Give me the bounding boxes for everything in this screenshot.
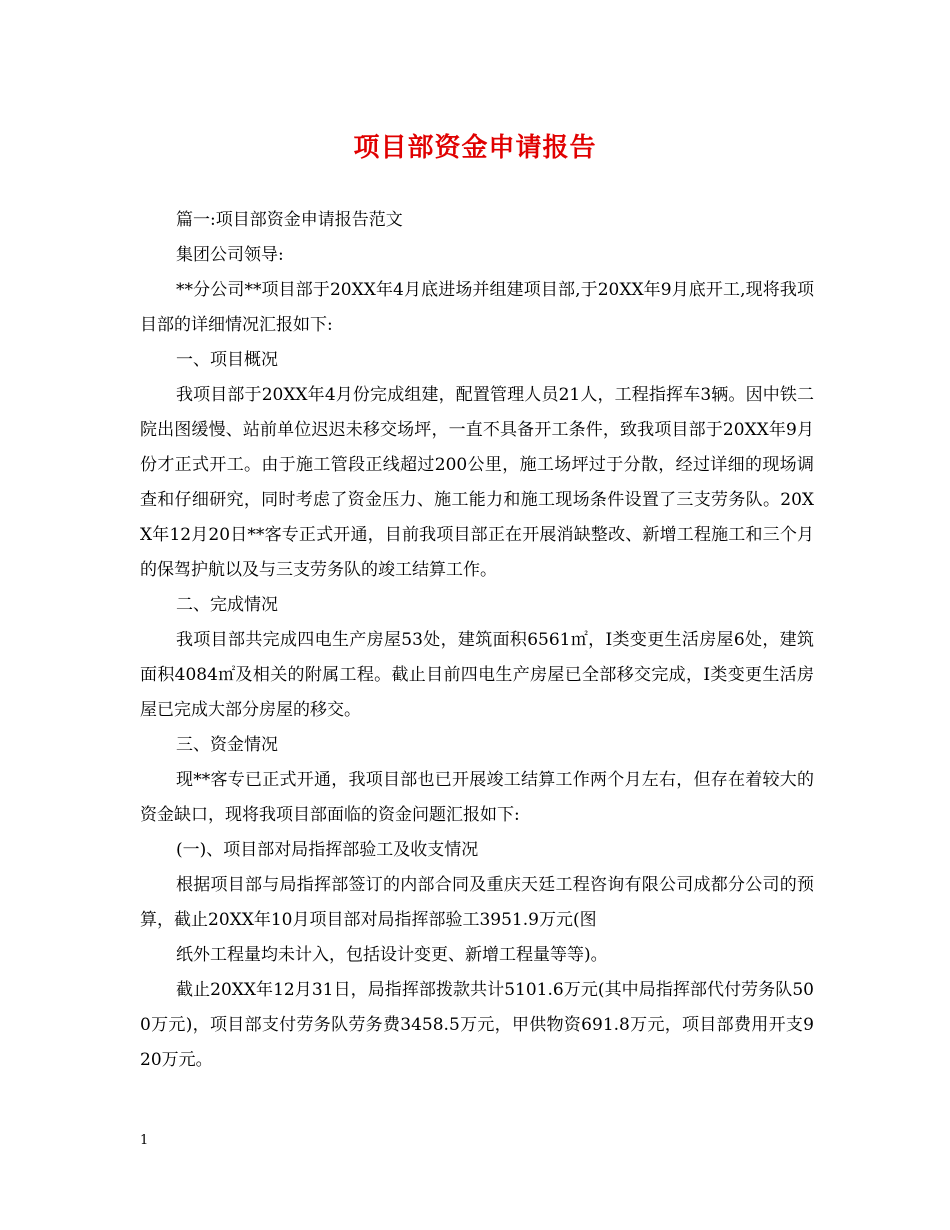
page-number: 1 [140,1133,149,1148]
section-heading: 三、资金情况 [176,735,278,755]
paragraph: 我项目部共完成四电生产房屋53处，建筑面积6561㎡，Ⅰ类变更生活房屋6处，建筑面积4084㎡及相关的附属工程。截止目前四电生产房屋已全部移交完成，Ⅰ类变更生活房屋已完成大部分房屋的移交。 [140,630,814,720]
paragraph: 我项目部于20XX年4月份完成组建，配置管理人员21人，工程指挥车3辆。因中铁二院出图缓慢、站前单位迟迟未移交场坪，一直不具备开工条件，致我项目部于20XX年9月份才正式开工。由于施工管段正线超过200公里，施工场坪过于分散，经过详细的现场调查和仔细研究，同时考虑了资金压力、施工能力和施工现场条件设置了三支劳务队。20XX年12月20日**客专正式开通，目前我项目部正在开展消缺整改、新增工程施工和三个月的保驾护航以及与三支劳务队的竣工结算工作。 [140,385,814,580]
paragraph: 根据项目部与局指挥部签订的内部合同及重庆天廷工程咨询有限公司成都分公司的预算，截止20XX年10月项目部对局指挥部验工3951.9万元(图 [140,875,814,930]
paragraph: 篇一:项目部资金申请报告范文 [176,210,403,230]
paragraph: 截止20XX年12月31日，局指挥部拨款共计5101.6万元(其中局指挥部代付劳务队500万元)，项目部支付劳务队劳务费3458.5万元，甲供物资691.8万元，项目部费用开支920万元。 [140,980,814,1070]
section-heading: 二、完成情况 [176,595,278,615]
section-heading: 一、项目概况 [176,350,278,370]
paragraph: **分公司**项目部于20XX年4月底进场并组建项目部,于20XX年9月底开工,现将我项目部的详细情况汇报如下: [140,280,814,335]
subsection-heading: (一)、项目部对局指挥部验工及收支情况 [176,840,479,860]
paragraph: 现**客专已正式开通，我项目部也已开展竣工结算工作两个月左右，但存在着较大的资金缺口，现将我项目部面临的资金问题汇报如下: [140,770,814,825]
paragraph: 集团公司领导: [176,245,284,265]
paragraph: 纸外工程量均未计入，包括设计变更、新增工程量等等)。 [176,945,608,965]
document-body [140,203,814,1078]
document-title: 项目部资金申请报告 [353,133,597,163]
